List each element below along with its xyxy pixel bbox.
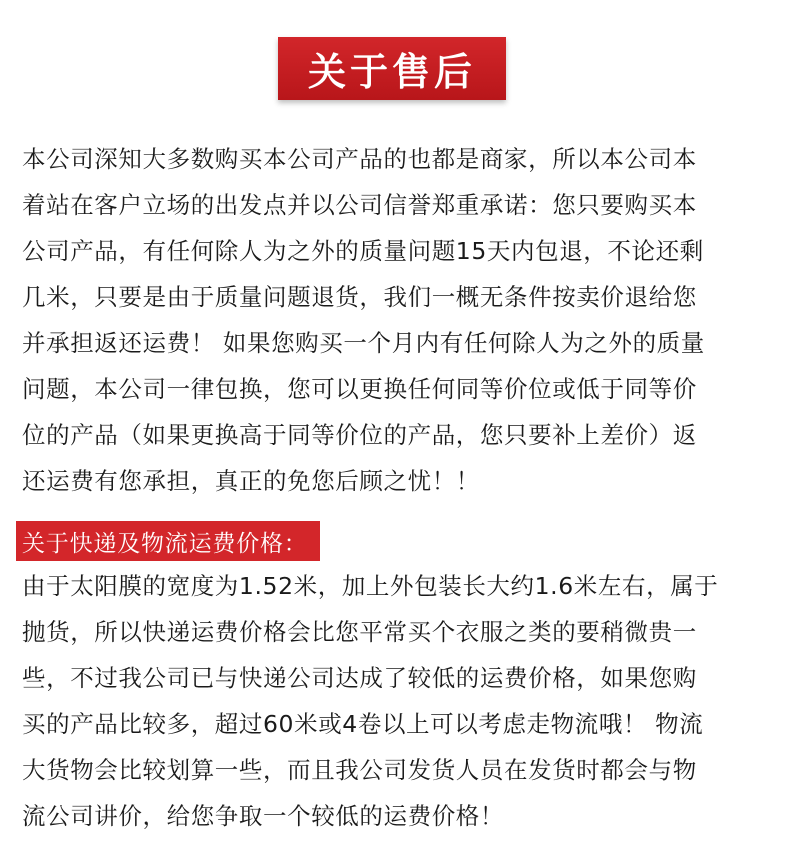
paragraph-line: 流公司讲价，给您争取一个较低的运费价格！ xyxy=(22,802,504,830)
paragraph-line: 问题，本公司一律包换，您可以更换任何同等价位或低于同等价 xyxy=(22,375,697,403)
after-sales-paragraph xyxy=(22,136,772,504)
paragraph-line: 大货物会比较划算一些，而且我公司发货人员在发货时都会与物 xyxy=(22,756,697,784)
paragraph-line: 些，不过我公司已与快递公司达成了较低的运费价格，如果您购 xyxy=(22,664,697,692)
paragraph-line: 着站在客户立场的出发点并以公司信誉郑重承诺：您只要购买本 xyxy=(22,191,697,219)
paragraph-line: 本公司深知大多数购买本公司产品的也都是商家，所以本公司本 xyxy=(22,145,697,173)
shipping-section-heading xyxy=(16,521,320,561)
title-banner xyxy=(278,37,506,100)
shipping-paragraph xyxy=(22,563,772,839)
section-heading-text: 关于快递及物流运费价格： xyxy=(22,530,308,557)
paragraph-line: 还运费有您承担，真正的免您后顾之忧！！ xyxy=(22,467,480,495)
paragraph-line: 由于太阳膜的宽度为1.52米，加上外包装长大约1.6米左右，属于 xyxy=(22,572,719,600)
paragraph-line: 公司产品，有任何除人为之外的质量问题15天内包退，不论还剩 xyxy=(22,237,704,265)
page-title: 关于售后 xyxy=(307,50,476,94)
paragraph-line: 抛货，所以快递运费价格会比您平常买个衣服之类的要稍微贵一 xyxy=(22,618,697,646)
paragraph-line: 并承担返还运费！ 如果您购买一个月内有任何除人为之外的质量 xyxy=(22,329,705,357)
paragraph-line: 位的产品（如果更换高于同等价位的产品，您只要补上差价）返 xyxy=(22,421,697,449)
paragraph-line: 买的产品比较多，超过60米或4卷以上可以考虑走物流哦！ 物流 xyxy=(22,710,704,738)
paragraph-line: 几米，只要是由于质量问题退货，我们一概无条件按卖价退给您 xyxy=(22,283,697,311)
